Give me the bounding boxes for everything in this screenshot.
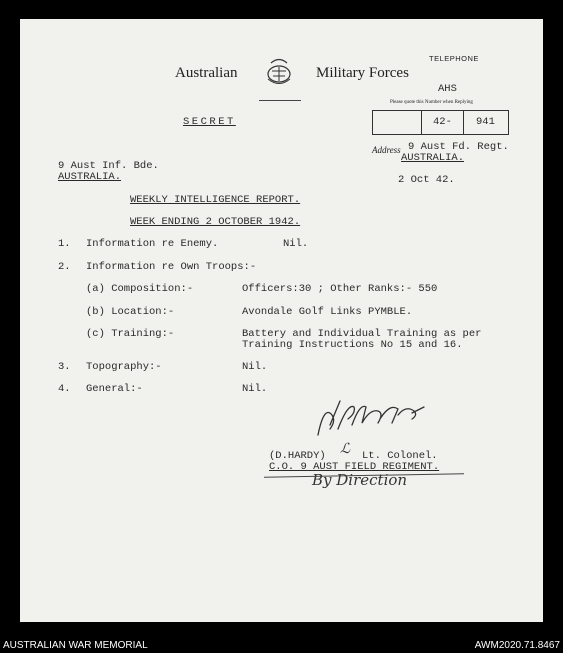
report-title: WEEKLY INTELLIGENCE REPORT. — [130, 194, 301, 206]
item-2c-value-line-2: Training Instructions No 15 and 16. — [242, 339, 463, 351]
item-1-label: Information re Enemy. — [86, 238, 219, 250]
footer-left: AUSTRALIAN WAR MEMORIAL — [3, 640, 148, 651]
quote-note: Please quote this Number when Replying — [390, 100, 473, 105]
telephone-label: TELEPHONE — [429, 54, 479, 63]
signatory-unit: C.O. 9 AUST FIELD REGIMENT. — [269, 461, 440, 473]
letterhead-left: Australian — [175, 65, 238, 81]
by-direction-handwritten: By Direction — [312, 471, 408, 489]
item-2b-value: Avondale Golf Links PYMBLE. — [242, 306, 413, 318]
item-2-number: 2. — [58, 261, 71, 273]
document-page — [20, 19, 543, 622]
handwritten-mark: ℒ — [340, 441, 351, 457]
reference-number-part-2: 941 — [476, 116, 495, 128]
item-3-value: Nil. — [242, 361, 268, 373]
item-3-label: Topography:- — [86, 361, 162, 373]
coat-of-arms-icon — [259, 57, 299, 89]
item-4-number: 4. — [58, 383, 71, 395]
reference-number-box — [372, 110, 509, 135]
address-label: Address — [372, 145, 401, 155]
letter-date: 2 Oct 42. — [398, 174, 455, 186]
reference-number-part-1: 42- — [433, 116, 452, 128]
handwritten-signature — [312, 395, 432, 443]
item-2-label: Information re Own Troops:- — [86, 261, 257, 273]
recipient-line-2: AUSTRALIA. — [58, 171, 122, 183]
address-line-2: AUSTRALIA. — [401, 152, 465, 164]
letterhead-right: Military Forces — [316, 65, 409, 81]
item-2a-label: (a) Composition:- — [86, 283, 194, 295]
signatory-rank: Lt. Colonel. — [362, 450, 438, 462]
item-2a-value: Officers:30 ; Other Ranks:- 550 — [242, 283, 438, 295]
classification-marking: SECRET — [183, 116, 236, 128]
item-2c-label: (c) Training:- — [86, 328, 175, 340]
item-2c-value-line-1: Battery and Individual Training as per — [242, 328, 482, 340]
footer-right: AWM2020.71.8467 — [474, 640, 560, 651]
signatory-name: (D.HARDY) — [269, 450, 326, 462]
item-4-label: General:- — [86, 383, 143, 395]
telephone-value: AHS — [438, 83, 457, 95]
report-subtitle: WEEK ENDING 2 OCTOBER 1942. — [130, 216, 301, 228]
letterhead-rule — [259, 100, 301, 101]
item-3-number: 3. — [58, 361, 71, 373]
recipient-line-1: 9 Aust Inf. Bde. — [58, 160, 159, 172]
item-1-number: 1. — [58, 238, 71, 250]
item-4-value: Nil. — [242, 383, 268, 395]
item-1-value: Nil. — [283, 238, 309, 250]
address-line-1: 9 Aust Fd. Regt. — [408, 141, 509, 153]
item-2b-label: (b) Location:- — [86, 306, 175, 318]
